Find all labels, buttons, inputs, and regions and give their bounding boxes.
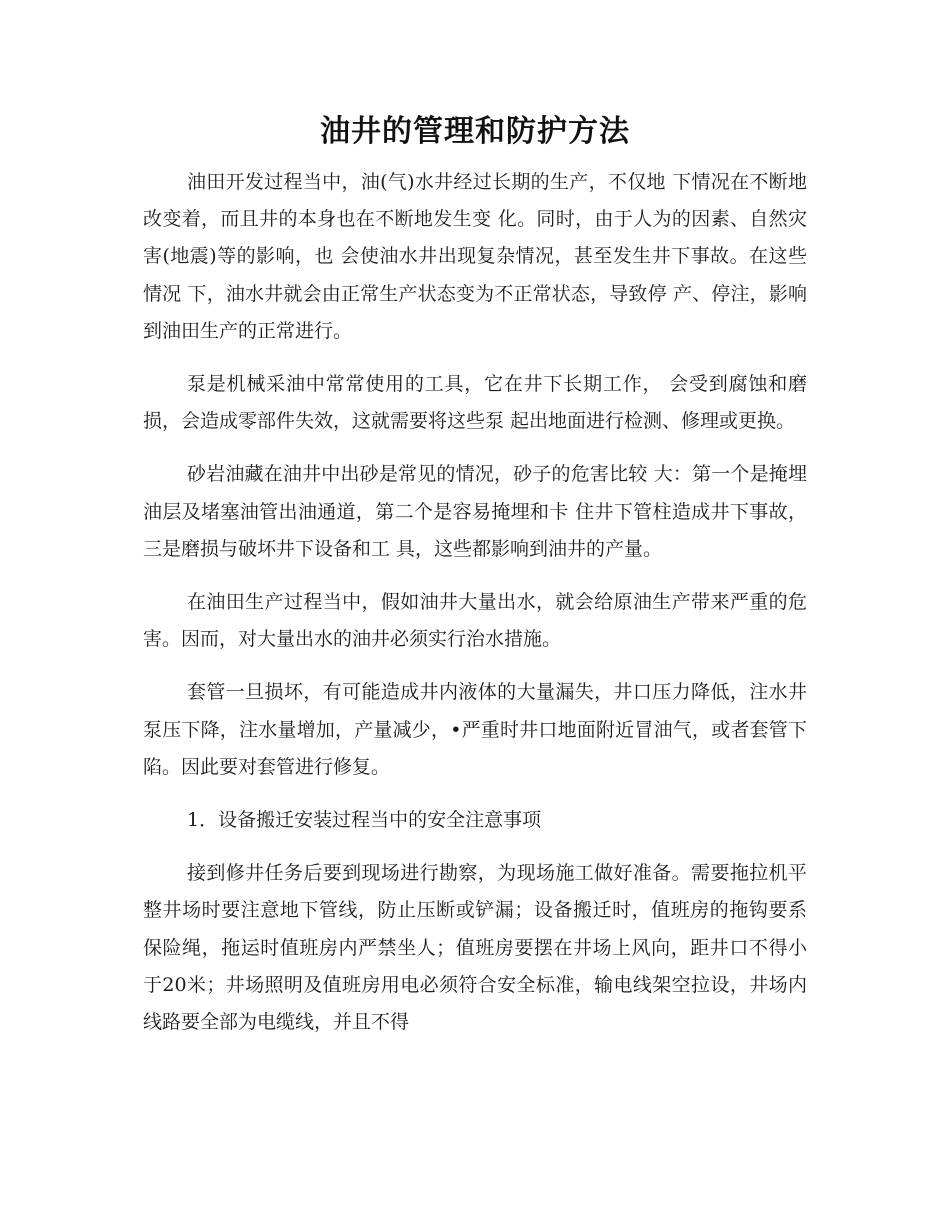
section-heading-equipment-relocation: 1．设备搬迁安装过程当中的安全注意事项 (187, 809, 542, 832)
paragraph-sand-production: 砂岩油藏在油井中出砂是常见的情况，砂子的危害比较 大：第一个是掩埋油层及堵塞油管出油通道，第二个是容易掩埋和卡 住井下管柱造成井下事故，三是磨损与破坏井下设备和工 具，这些都影响到油井的产量。 (143, 463, 807, 560)
paragraph-oilfield-development: 油田开发过程当中，油(气)水井经过长期的生产，不仅地 下情况在不断地改变着，而且井的本身也在不断地发生变 化。同时，由于人为的因素、自然灾害(地震)等的影响，也 会使油水井出现复杂情况，甚至发生井下事故。在这些情况 下，油水井就会由正常生产状态变为不正常状态，导致停 产、停注，影响到油田生产的正常进行。 (143, 171, 807, 342)
document-title: 油井的管理和防护方法 (320, 114, 630, 149)
paragraph-water-production: 在油田生产过程当中，假如油井大量出水，就会给原油生产带来严重的危害。因而，对大量出水的油井必须实行治水措施。 (143, 591, 807, 651)
paragraph-casing-damage: 套管一旦损坏，有可能造成井内液体的大量漏失，井口压力降低，注水井泵压下降，注水量增加，产量减少，•严重时井口地面附近冒油气，或者套管下陷。因此要对套管进行修复。 (143, 681, 807, 778)
paragraph-pump: 泵是机械采油中常常使用的工具，它在井下长期工作， 会受到腐蚀和磨损，会造成零部件失效，这就需要将这些泵 起出地面进行检测、修理或更换。 (143, 373, 807, 433)
paragraph-site-preparation: 接到修井任务后要到现场进行勘察，为现场施工做好准备。需要拖拉机平整井场时要注意地下管线，防止压断或铲漏；设备搬迁时，值班房的拖钩要系保险绳，拖运时值班房内严禁坐人；值班房要摆在井场上风向，距井口不得小于20米；井场照明及值班房用电必须符合安全标准，输电线架空拉设，井场内线路要全部为电缆线，并且不得 (143, 862, 807, 1034)
document-body (143, 164, 807, 1057)
